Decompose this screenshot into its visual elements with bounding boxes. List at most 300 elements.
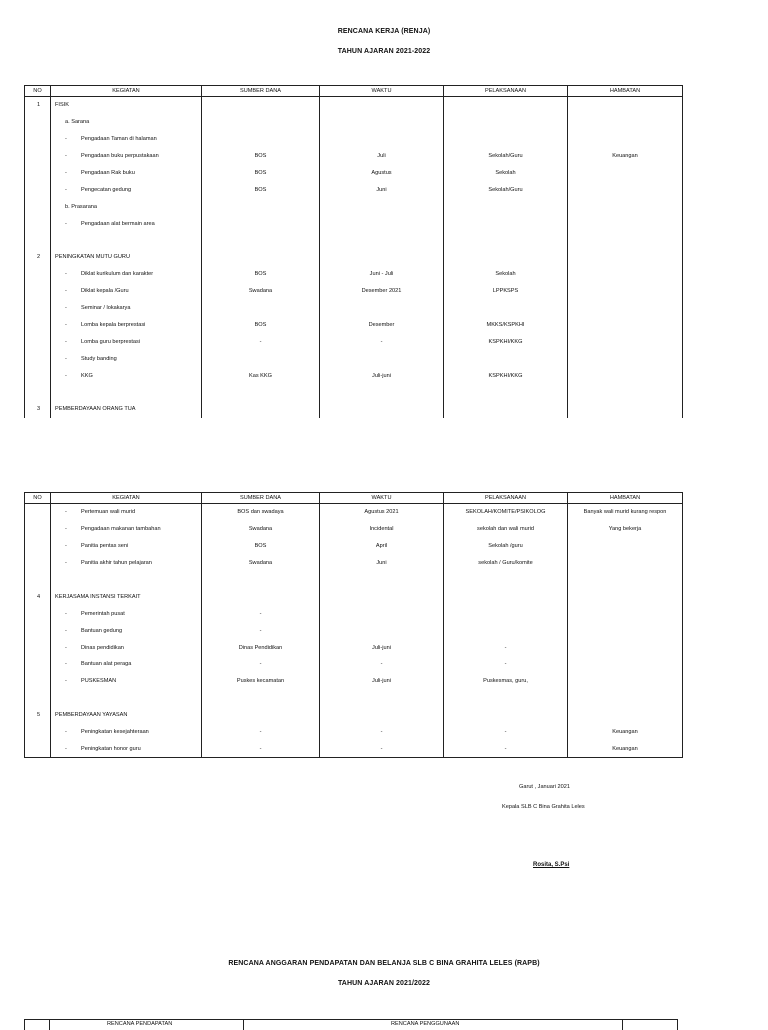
cell-no: [25, 350, 51, 367]
table-header-row: [25, 86, 683, 97]
cell-waktu: -: [320, 740, 444, 757]
cell-waktu: [320, 622, 444, 639]
bullet-dash-icon: -: [65, 661, 67, 668]
kegiatan-text: Peningkatan kesejahteraan: [81, 729, 149, 736]
cell-sumber: [202, 131, 320, 148]
cell-no: 5: [25, 707, 51, 724]
cell-kegiatan: [51, 401, 202, 418]
rapb-table: [24, 1019, 678, 1030]
table-row: [25, 690, 683, 707]
table-row: [25, 740, 683, 757]
cell-sumber: [202, 572, 320, 589]
cell-no: [25, 266, 51, 283]
cell-no: [25, 521, 51, 538]
cell-sumber: -: [202, 333, 320, 350]
cell-kegiatan: [51, 97, 202, 114]
bullet-dash-icon: -: [65, 372, 67, 379]
col-header-waktu: WAKTU: [320, 493, 444, 504]
cell-kegiatan: [51, 622, 202, 639]
kegiatan-text: Lomba kepala berprestasi: [81, 322, 146, 329]
cell-hambatan: Yang bekerja: [568, 521, 683, 538]
cell-waktu: [320, 97, 444, 114]
cell-pelaksanaan: [444, 401, 568, 418]
table-row: [25, 165, 683, 182]
bullet-dash-icon: -: [65, 170, 67, 176]
cell-hambatan: [568, 538, 683, 555]
kegiatan-text: Pemerintah pusat: [81, 610, 125, 617]
cell-hambatan: [568, 317, 683, 334]
cell-waktu: Juli-juni: [320, 673, 444, 690]
cell-hambatan: [568, 401, 683, 418]
cell-no: [25, 504, 51, 521]
cell-hambatan: [568, 300, 683, 317]
table-row: [25, 656, 683, 673]
table-row: [25, 300, 683, 317]
cell-sumber: -: [202, 622, 320, 639]
cell-pelaksanaan: [444, 232, 568, 249]
table-row: [25, 215, 683, 232]
cell-hambatan: Keuangan: [568, 740, 683, 757]
cell-sumber: [202, 97, 320, 114]
cell-hambatan: Keuangan: [568, 724, 683, 741]
col-header-pelaksanaan: PELAKSANAAN: [444, 493, 568, 504]
cell-sumber: [202, 300, 320, 317]
kegiatan-text: Pertemuan wali murid: [81, 509, 136, 516]
kegiatan-text: PEMBERDAYAAN YAYASAN: [55, 712, 128, 719]
cell-hambatan: [568, 249, 683, 266]
cell-no: [25, 232, 51, 249]
table-row: [25, 283, 683, 300]
cell-pelaksanaan: [444, 605, 568, 622]
kegiatan-text: Panitia akhir tahun pelajaran: [81, 560, 152, 567]
kegiatan-text: Panitia pentas seni: [81, 543, 129, 550]
cell-hambatan: [568, 690, 683, 707]
cell-no: [25, 215, 51, 232]
cell-waktu: Desember: [320, 317, 444, 334]
cell-kegiatan: [51, 249, 202, 266]
bullet-dash-icon: -: [65, 136, 67, 143]
bullet-dash-icon: -: [65, 322, 67, 329]
cell-no: [25, 165, 51, 182]
table-row: [25, 588, 683, 605]
cell-no: [25, 384, 51, 401]
table-row: [25, 504, 683, 521]
cell-hambatan: Keuangan: [568, 148, 683, 165]
kegiatan-text: Pengadaan Rak buku: [81, 170, 135, 176]
cell-waktu: -: [320, 333, 444, 350]
cell-pelaksanaan: [444, 690, 568, 707]
bullet-dash-icon: -: [65, 729, 67, 736]
kegiatan-text: Bantuan gedung: [81, 627, 123, 634]
bullet-dash-icon: -: [65, 186, 67, 193]
cell-sumber: [202, 690, 320, 707]
table-header-row: [25, 493, 683, 504]
col-header-hambatan: HAMBATAN: [568, 86, 683, 97]
bullet-dash-icon: -: [65, 271, 67, 278]
cell-waktu: [320, 572, 444, 589]
cell-pelaksanaan: KSPKHI/KKG: [444, 333, 568, 350]
cell-kegiatan: [51, 181, 202, 198]
cell-waktu: [320, 384, 444, 401]
bullet-dash-icon: -: [65, 509, 67, 516]
cell-kegiatan: [51, 656, 202, 673]
cell-hambatan: [568, 605, 683, 622]
cell-pelaksanaan: sekolah dan wali murid: [444, 521, 568, 538]
cell-hambatan: [568, 131, 683, 148]
cell-kegiatan: [51, 538, 202, 555]
cell-pelaksanaan: MKKS/KSPKHI: [444, 317, 568, 334]
bullet-dash-icon: -: [65, 526, 67, 533]
bullet-dash-icon: -: [65, 355, 67, 362]
cell-pelaksanaan: Sekolah: [444, 165, 568, 182]
table-row: [25, 181, 683, 198]
cell-kegiatan: [51, 148, 202, 165]
table-row: [25, 249, 683, 266]
cell-kegiatan: [51, 333, 202, 350]
cell-pelaksanaan: Sekolah /guru: [444, 538, 568, 555]
cell-pelaksanaan: [444, 198, 568, 215]
bullet-dash-icon: -: [65, 745, 67, 752]
cell-sumber: BOS: [202, 181, 320, 198]
kegiatan-text: Lomba guru berprestasi: [81, 338, 141, 345]
bullet-dash-icon: -: [65, 560, 67, 567]
table-row: [25, 114, 683, 131]
cell-no: [25, 367, 51, 384]
cell-sumber: [202, 232, 320, 249]
cell-waktu: [320, 249, 444, 266]
cell-no: [25, 740, 51, 757]
bullet-dash-icon: -: [65, 220, 67, 227]
table-row: [25, 521, 683, 538]
cell-kegiatan: [51, 690, 202, 707]
cell-waktu: Juli-juni: [320, 367, 444, 384]
cell-no: [25, 656, 51, 673]
bullet-dash-icon: -: [65, 678, 67, 685]
cell-waktu: [320, 605, 444, 622]
cell-no: [25, 148, 51, 165]
cell-kegiatan: [51, 165, 202, 182]
cell-kegiatan: [51, 740, 202, 757]
table-row: [25, 555, 683, 572]
table-row: [25, 333, 683, 350]
kegiatan-text: KKG: [81, 372, 93, 379]
cell-pelaksanaan: [444, 114, 568, 131]
kegiatan-text: Pengadaan buku perpustakaan: [81, 153, 159, 160]
kegiatan-text: Pengecatan gedung: [81, 186, 132, 193]
rapb-year: TAHUN AJARAN 2021/2022: [337, 980, 431, 987]
cell-waktu: [320, 707, 444, 724]
cell-sumber: [202, 384, 320, 401]
signature-position: Kepala SLB C Bina Grahita Leles: [502, 804, 585, 810]
cell-no: [25, 181, 51, 198]
table-row: [25, 538, 683, 555]
cell-no: [25, 673, 51, 690]
cell-waktu: [320, 350, 444, 367]
cell-sumber: [202, 707, 320, 724]
cell-waktu: [320, 198, 444, 215]
table-row: [25, 401, 683, 418]
cell-sumber: [202, 350, 320, 367]
cell-pelaksanaan: -: [444, 740, 568, 757]
table-row: [25, 131, 683, 148]
cell-hambatan: [568, 181, 683, 198]
cell-pelaksanaan: [444, 588, 568, 605]
cell-no: [25, 690, 51, 707]
table-row: [25, 673, 683, 690]
cell-kegiatan: [51, 588, 202, 605]
table-row: [25, 198, 683, 215]
cell-pelaksanaan: [444, 97, 568, 114]
kegiatan-text: Dinas pendidikan: [81, 644, 124, 651]
kegiatan-text: [51, 577, 55, 583]
cell-hambatan: [568, 384, 683, 401]
cell-waktu: April: [320, 538, 444, 555]
cell-hambatan: [568, 350, 683, 367]
table-row: [25, 707, 683, 724]
cell-no: [25, 114, 51, 131]
cell-kegiatan: [51, 572, 202, 589]
cell-pelaksanaan: [444, 131, 568, 148]
cell-hambatan: [568, 333, 683, 350]
renja-year: TAHUN AJARAN 2021-2022: [337, 48, 431, 55]
kegiatan-text: Bantuan alat peraga: [81, 661, 132, 668]
cell-hambatan: [568, 114, 683, 131]
cell-pelaksanaan: [444, 300, 568, 317]
cell-sumber: Swadana: [202, 283, 320, 300]
cell-pelaksanaan: -: [444, 724, 568, 741]
cell-sumber: [202, 249, 320, 266]
cell-hambatan: [568, 198, 683, 215]
cell-no: [25, 724, 51, 741]
cell-kegiatan: [51, 555, 202, 572]
cell-sumber: BOS: [202, 538, 320, 555]
col-header-kegiatan: KEGIATAN: [51, 86, 202, 97]
col-header-kegiatan: KEGIATAN: [51, 493, 202, 504]
col-header-no: NO: [25, 86, 51, 97]
cell-pelaksanaan: [444, 572, 568, 589]
cell-waktu: [320, 588, 444, 605]
cell-kegiatan: [51, 131, 202, 148]
table-row: [25, 622, 683, 639]
cell-sumber: BOS: [202, 317, 320, 334]
table-body: [25, 504, 683, 758]
col-header-sumber-dana: SUMBER DANA: [202, 86, 320, 97]
cell-pelaksanaan: -: [444, 639, 568, 656]
cell-sumber: Swadana: [202, 555, 320, 572]
cell-hambatan: [568, 673, 683, 690]
table-row: [25, 317, 683, 334]
cell-kegiatan: [51, 283, 202, 300]
cell-hambatan: [568, 572, 683, 589]
table-row: [25, 605, 683, 622]
cell-hambatan: [568, 283, 683, 300]
cell-pelaksanaan: KSPKHI/KKG: [444, 367, 568, 384]
cell-pelaksanaan: Sekolah/Guru: [444, 148, 568, 165]
cell-sumber: [202, 215, 320, 232]
cell-kegiatan: [51, 521, 202, 538]
cell-hambatan: [568, 707, 683, 724]
cell-sumber: [202, 114, 320, 131]
cell-no: [25, 333, 51, 350]
signature-place-date: Garut , Januari 2021: [519, 784, 570, 790]
cell-kegiatan: [51, 232, 202, 249]
cell-pelaksanaan: Sekolah/Guru: [444, 181, 568, 198]
cell-waktu: Agustus: [320, 165, 444, 182]
cell-sumber: BOS dan swadaya: [202, 504, 320, 521]
bullet-dash-icon: -: [65, 288, 67, 295]
table-row: [25, 367, 683, 384]
bullet-dash-icon: -: [65, 610, 67, 617]
cell-waktu: [320, 401, 444, 418]
kegiatan-text: [51, 390, 55, 396]
cell-waktu: Desember 2021: [320, 283, 444, 300]
cell-waktu: [320, 131, 444, 148]
cell-waktu: [320, 232, 444, 249]
cell-sumber: [202, 401, 320, 418]
cell-hambatan: [568, 622, 683, 639]
col-header-pelaksanaan: PELAKSANAAN: [444, 86, 568, 97]
cell-hambatan: [568, 97, 683, 114]
col-header-hambatan: HAMBATAN: [568, 493, 683, 504]
cell-sumber: Puskes kecamatan: [202, 673, 320, 690]
cell-sumber: -: [202, 605, 320, 622]
cell-pelaksanaan: [444, 249, 568, 266]
cell-sumber: -: [202, 740, 320, 757]
cell-pelaksanaan: [444, 622, 568, 639]
cell-kegiatan: [51, 317, 202, 334]
cell-no: [25, 639, 51, 656]
cell-pelaksanaan: sekolah / Guru/komite: [444, 555, 568, 572]
col-header-no: NO: [25, 493, 51, 504]
cell-no: 1: [25, 97, 51, 114]
renja-table-page-1: [24, 85, 683, 418]
cell-waktu: [320, 690, 444, 707]
cell-sumber: -: [202, 724, 320, 741]
table-row: [25, 232, 683, 249]
cell-no: [25, 283, 51, 300]
cell-waktu: Agustus 2021: [320, 504, 444, 521]
table-row: [25, 639, 683, 656]
cell-no: [25, 555, 51, 572]
cell-no: [25, 131, 51, 148]
cell-no: [25, 605, 51, 622]
bullet-dash-icon: -: [65, 543, 67, 550]
cell-hambatan: [568, 165, 683, 182]
cell-hambatan: [568, 215, 683, 232]
cell-no: [25, 198, 51, 215]
signature-name: Rosita, S.Psi: [533, 862, 570, 868]
bullet-dash-icon: -: [65, 644, 67, 651]
cell-kegiatan: [51, 300, 202, 317]
cell-kegiatan: [51, 639, 202, 656]
cell-hambatan: [568, 266, 683, 283]
table-row: [25, 572, 683, 589]
cell-waktu: -: [320, 656, 444, 673]
table-row: [25, 384, 683, 401]
cell-sumber: -: [202, 656, 320, 673]
kegiatan-text: Diklat kurikulum dan karakter: [81, 271, 154, 278]
cell-hambatan: [568, 555, 683, 572]
cell-pelaksanaan: -: [444, 656, 568, 673]
renja-title: RENCANA KERJA (RENJA): [337, 28, 431, 35]
cell-kegiatan: [51, 724, 202, 741]
table-row: [25, 148, 683, 165]
cell-kegiatan: [51, 198, 202, 215]
cell-no: [25, 538, 51, 555]
renja-table-page-2: [24, 492, 683, 758]
table-row: [25, 350, 683, 367]
cell-waktu: Incidental: [320, 521, 444, 538]
cell-pelaksanaan: Sekolah: [444, 266, 568, 283]
cell-waktu: -: [320, 724, 444, 741]
cell-pelaksanaan: LPPKSPS: [444, 283, 568, 300]
cell-no: 3: [25, 401, 51, 418]
cell-pelaksanaan: Puskesmas, guru,: [444, 673, 568, 690]
cell-no: [25, 300, 51, 317]
kegiatan-text: a. Sarana: [65, 119, 90, 126]
kegiatan-text: Pengadaan makanan tambahan: [81, 526, 161, 533]
cell-waktu: [320, 300, 444, 317]
table-row: [25, 266, 683, 283]
kegiatan-text: [51, 695, 55, 701]
cell-waktu: [320, 114, 444, 131]
cell-pelaksanaan: [444, 707, 568, 724]
cell-sumber: BOS: [202, 148, 320, 165]
bullet-dash-icon: -: [65, 305, 67, 312]
kegiatan-text: PUSKESMAN: [81, 678, 117, 685]
kegiatan-text: PENINGKATAN MUTU GURU: [55, 254, 130, 261]
cell-hambatan: Banyak wali murid kurang respon: [568, 504, 683, 521]
cell-pelaksanaan: [444, 350, 568, 367]
cell-hambatan: [568, 367, 683, 384]
cell-kegiatan: [51, 350, 202, 367]
bullet-dash-icon: -: [65, 153, 67, 160]
col-header-sumber-dana: SUMBER DANA: [202, 493, 320, 504]
cell-sumber: [202, 198, 320, 215]
bullet-dash-icon: -: [65, 627, 67, 634]
kegiatan-text: b. Prasarana: [65, 203, 98, 210]
cell-no: 4: [25, 588, 51, 605]
rapb-title: RENCANA ANGGARAN PENDAPATAN DAN BELANJA SLB C BINA GRAHITA LELES (RAPB): [228, 960, 540, 967]
cell-kegiatan: [51, 504, 202, 521]
cell-kegiatan: [51, 367, 202, 384]
col-header-waktu: WAKTU: [320, 86, 444, 97]
cell-kegiatan: [51, 384, 202, 401]
cell-kegiatan: [51, 707, 202, 724]
cell-waktu: Juni - Juli: [320, 266, 444, 283]
cell-pelaksanaan: [444, 215, 568, 232]
rapb-col-pendapatan: RENCANA PENDAPATAN: [107, 1021, 173, 1027]
cell-waktu: Juni: [320, 555, 444, 572]
kegiatan-text: PEMBERDAYAAN ORANG TUA: [55, 406, 136, 413]
cell-sumber: Dinas Pendidikan: [202, 639, 320, 656]
cell-waktu: Juli-juni: [320, 639, 444, 656]
cell-sumber: [202, 588, 320, 605]
cell-sumber: BOS: [202, 165, 320, 182]
cell-sumber: Swadana: [202, 521, 320, 538]
kegiatan-text: Pengadaan alat bermain area: [81, 220, 155, 227]
kegiatan-text: Pengadaan Taman di halaman: [81, 136, 157, 143]
kegiatan-text: Diklat kepala /Guru: [81, 288, 129, 295]
cell-waktu: Juli: [320, 148, 444, 165]
cell-pelaksanaan: SEKOLAH/KOMITE/PSIKOLOG: [444, 504, 568, 521]
cell-kegiatan: [51, 673, 202, 690]
cell-no: [25, 572, 51, 589]
cell-no: [25, 317, 51, 334]
kegiatan-text: [51, 238, 55, 244]
bullet-dash-icon: -: [65, 338, 67, 345]
cell-waktu: Juni: [320, 181, 444, 198]
